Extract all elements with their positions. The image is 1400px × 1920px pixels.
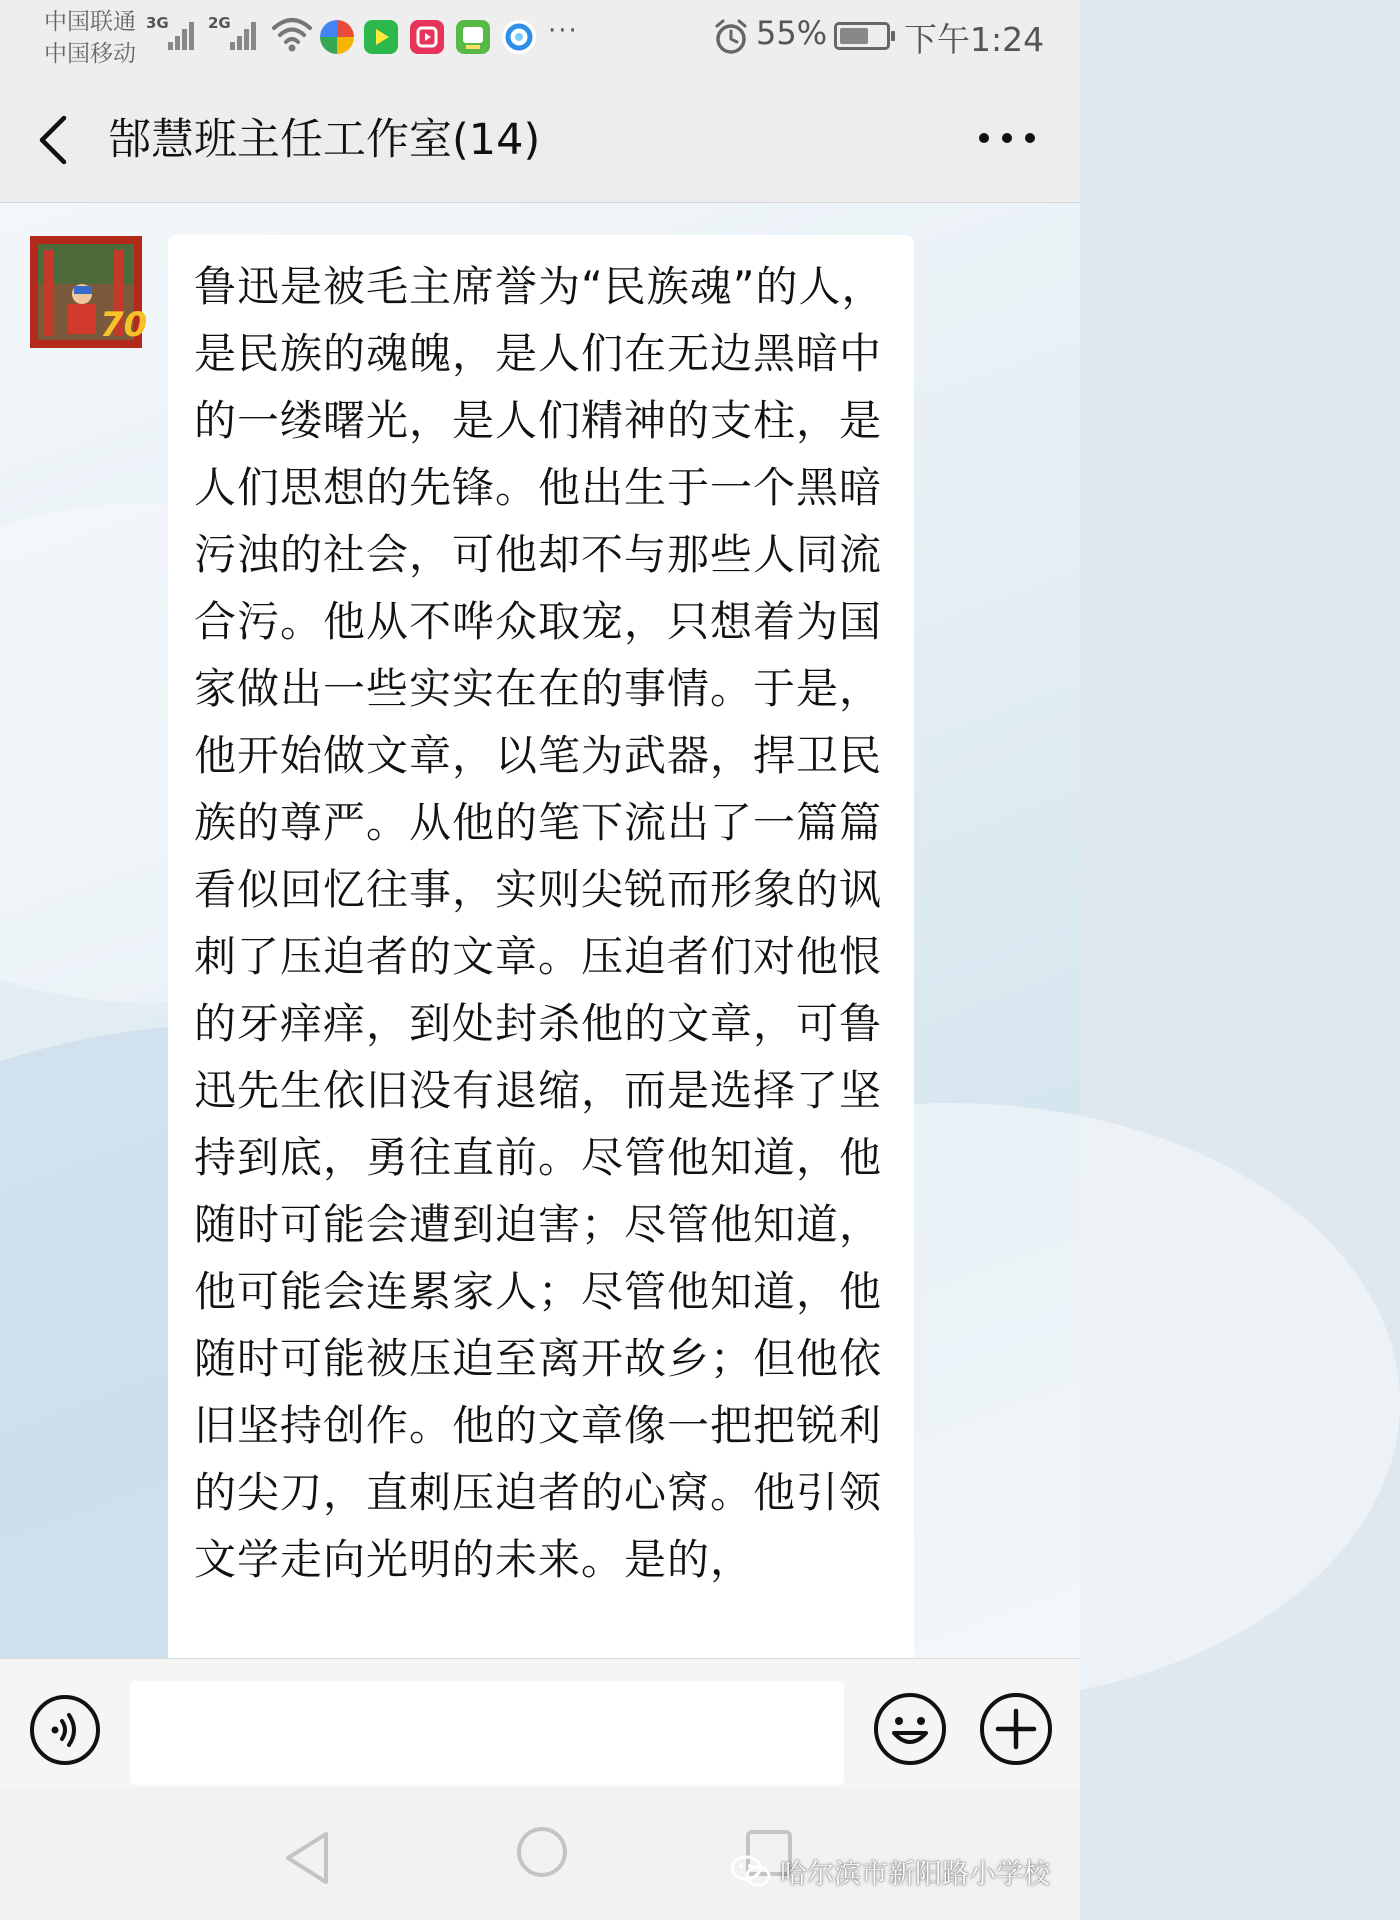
- wifi-icon: [270, 14, 314, 54]
- battery-level-fill: [840, 28, 868, 44]
- battery-icon: [834, 22, 890, 50]
- watermark-text: 哈尔滨市新阳路小学校: [780, 1858, 1050, 1890]
- chat-input-bar: [0, 1658, 1080, 1789]
- voice-icon[interactable]: [28, 1693, 102, 1767]
- battery-percent: 55%: [756, 14, 828, 52]
- alarm-icon: [712, 18, 750, 56]
- nav-back-icon[interactable]: [280, 1828, 336, 1888]
- message-bubble[interactable]: [168, 235, 914, 1695]
- network-1-label: 3G: [146, 14, 169, 32]
- chevron-left-icon[interactable]: [30, 112, 80, 168]
- notification-video-icon: [364, 20, 398, 54]
- notification-qu-icon: [456, 20, 490, 54]
- notification-browser-icon: [502, 20, 536, 54]
- network-2-label: 2G: [208, 14, 231, 32]
- carrier-1-label: 中国联通: [44, 9, 136, 35]
- carrier-info: [44, 6, 136, 70]
- status-bar: [0, 0, 1080, 76]
- status-time: 下午1:24: [904, 20, 1045, 59]
- chat-title: 郜慧班主任工作室(14): [108, 115, 541, 165]
- more-horizontal-icon[interactable]: [972, 118, 1042, 158]
- notification-player-icon: [410, 20, 444, 54]
- carrier-2-label: 中国移动: [44, 41, 136, 67]
- signal-1-icon: [146, 14, 198, 54]
- status-overflow-label: ···: [548, 16, 579, 46]
- wechat-icon: [730, 1853, 772, 1889]
- signal-2-icon: [208, 14, 260, 54]
- chat-header: [0, 76, 1080, 203]
- watermark: [730, 1848, 1050, 1894]
- svg-text:70: 70: [100, 305, 148, 345]
- system-navigation-bar: [0, 1788, 1080, 1920]
- nav-home-icon[interactable]: [514, 1824, 570, 1880]
- emoji-icon[interactable]: [872, 1691, 948, 1767]
- notification-app-1-icon: [320, 20, 354, 54]
- plus-icon[interactable]: [978, 1691, 1054, 1767]
- avatar-70-anniversary-icon: [30, 236, 148, 348]
- chat-message-list[interactable]: [0, 203, 1080, 1658]
- message-input[interactable]: [130, 1681, 844, 1785]
- avatar[interactable]: [30, 236, 148, 348]
- message-text: 鲁迅是被毛主席誉为“民族魂”的人，是民族的魂魄，是人们在无边黑暗中的一缕曙光，是人们精神的支柱，是人们思想的先锋。他出生于一个黑暗污浊的社会，可他却不与那些人同流合污。他从不哗众取宠，只想着为国家做出一些实实在在的事情。于是，他开始做文章，以笔为武器，捍卫民族的尊严。从他的笔下流出了一篇篇看似回忆往事，实则尖锐而形象的讽刺了压迫者的文章。压迫者们对他恨的牙痒痒，到处封杀他的文章，可鲁迅先生依旧没有退缩，而是选择了坚持到底，勇往直前。尽管他知道，他随时可能会遭到迫害；尽管他知道，他可能会连累家人；尽管他知道，他随时可能被压迫至离开故乡；但他依旧坚持创作。他的文章像一把把锐利的尖刀，直刺压迫者的心窝。他引领文学走向光明的未来。是的，: [194, 262, 885, 1584]
